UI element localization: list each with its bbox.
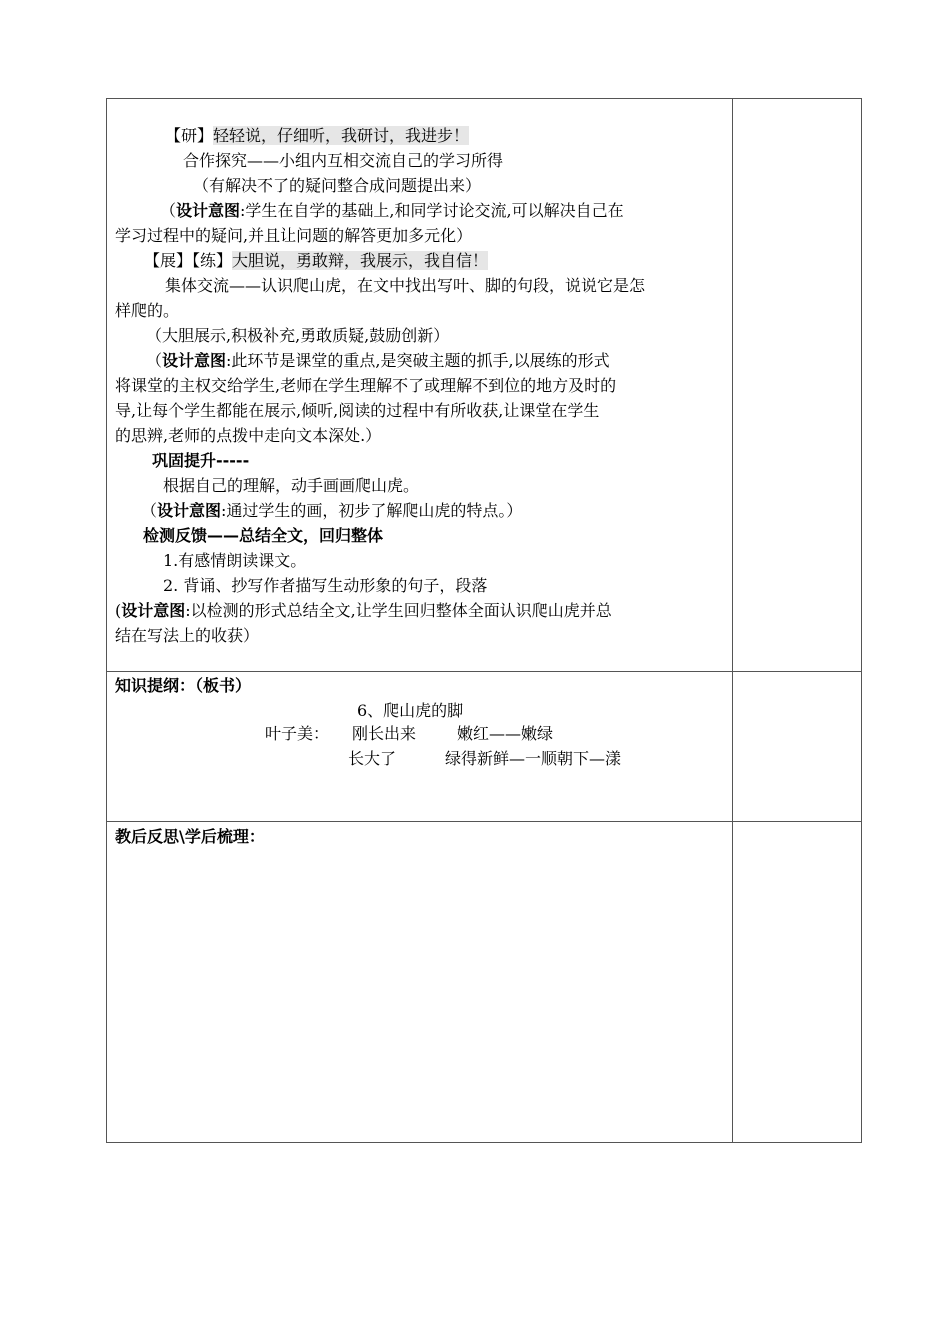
design-intent-label: 设计意图 — [121, 601, 186, 620]
design-intent-1-line-b: 学习过程中的疑问,并且让问题的解答更加多元化） — [115, 226, 473, 245]
zhan-slogan: 大胆说，勇敢辩，我展示，我自信！ — [232, 251, 489, 270]
yan-activity: 合作探究——小组内互相交流自己的学习所得 — [183, 151, 504, 170]
design-intent-3-line — [141, 499, 522, 523]
design-intent-3-text: :通过学生的画，初步了解爬山虎的特点。） — [221, 501, 523, 520]
table-right-border — [861, 98, 862, 1143]
design-intent-4-line-a — [115, 599, 612, 623]
design-intent-1-line-a — [160, 199, 624, 223]
design-intent-2-text-a: :此环节是课堂的重点,是突破主题的抓手,以展练的形式 — [226, 351, 610, 370]
outline-row1-label: 叶子美： — [265, 724, 330, 743]
knowledge-outline-heading: 知识提纲：（板书） — [115, 676, 252, 695]
row-divider-2 — [106, 821, 862, 822]
zhan-section-line — [144, 249, 488, 273]
design-intent-4-line-b: 结在写法上的收获） — [115, 626, 260, 645]
lesson-title: 6、爬山虎的脚 — [357, 701, 464, 720]
gonggu-title: 巩固提升----- — [152, 451, 250, 470]
column-divider — [732, 98, 733, 1143]
zhan-activity-b: 样爬的。 — [115, 301, 180, 320]
design-intent-label: 设计意图 — [162, 351, 227, 370]
table-bottom-border — [106, 1142, 862, 1143]
paren-open: ( — [115, 601, 122, 620]
design-intent-4-text-a: :以检测的形式总结全文,让学生回归整体全面认识爬山虎并总 — [185, 601, 612, 620]
table-left-border — [106, 98, 107, 1143]
table-top-border — [106, 98, 862, 99]
yan-tag: 【研】 — [165, 126, 214, 145]
design-intent-2-line-d: 的思辨,老师的点拨中走向文本深处.） — [115, 426, 382, 445]
reflection-heading: 教后反思\学后梳理： — [115, 827, 265, 846]
yan-section-line — [165, 124, 469, 148]
design-intent-2-line-a — [146, 349, 610, 373]
jiance-title: 检测反馈——总结全文，回归整体 — [143, 526, 384, 545]
gonggu-text: 根据自己的理解，动手画画爬山虎。 — [163, 476, 420, 495]
design-intent-1-text-a: :学生在自学的基础上,和同学讨论交流,可以解决自己在 — [240, 201, 624, 220]
yan-slogan: 轻轻说，仔细听，我研讨，我进步！ — [213, 126, 470, 145]
paren-open: （ — [160, 201, 177, 220]
zhan-tag: 【展】【练】 — [144, 251, 233, 270]
row-divider-1 — [106, 671, 862, 672]
design-intent-2-line-c: 导,让每个学生都能在展示,倾听,阅读的过程中有所收获,让课堂在学生 — [115, 401, 600, 420]
design-intent-2-line-b: 将课堂的主权交给学生,老师在学生理解不了或理解不到位的地方及时的 — [115, 376, 617, 395]
paren-open: （ — [141, 501, 158, 520]
design-intent-label: 设计意图 — [157, 501, 222, 520]
jiance-item-2: 2. 背诵、抄写作者描写生动形象的句子，段落 — [163, 576, 488, 595]
outline-row2-b: 绿得新鲜—一顺朝下—漾 — [445, 749, 622, 768]
outline-row2-a: 长大了 — [348, 749, 397, 768]
zhan-note: （大胆展示,积极补充,勇敢质疑,鼓励创新） — [146, 326, 450, 345]
yan-note: （有解决不了的疑问整合成问题提出来） — [193, 176, 482, 195]
jiance-item-1: 1.有感情朗读课文。 — [163, 551, 307, 570]
paren-open: （ — [146, 351, 163, 370]
design-intent-label: 设计意图 — [176, 201, 241, 220]
zhan-activity-a: 集体交流——认识爬山虎，在文中找出写叶、脚的句段，说说它是怎 — [165, 276, 646, 295]
outline-row1-b: 嫩红——嫩绿 — [457, 724, 554, 743]
outline-row1-a: 刚长出来 — [352, 724, 417, 743]
